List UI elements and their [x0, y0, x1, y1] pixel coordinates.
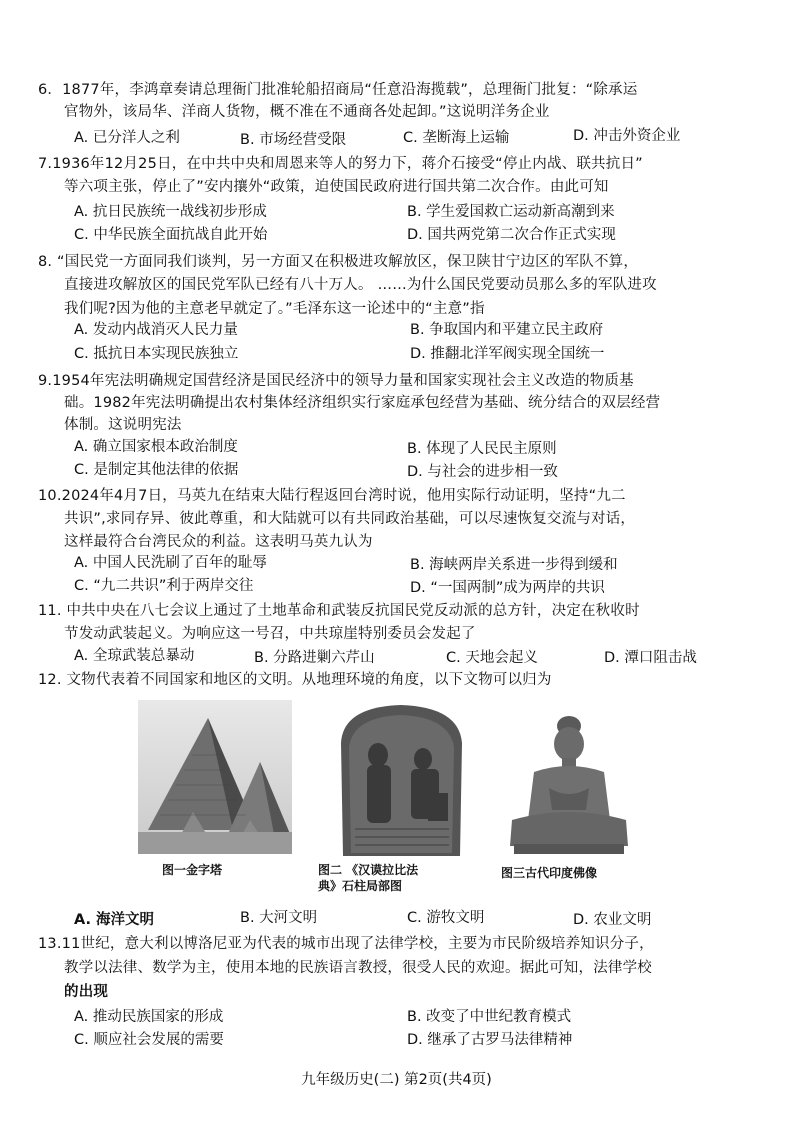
option-b: B. 大河文明	[240, 910, 318, 926]
option-d: D. 推翻北洋军阀实现全国统一	[410, 346, 605, 362]
option-b: B. 分路进剿六芹山	[254, 650, 375, 666]
option-b: B. 改变了中世纪教育模式	[407, 1009, 572, 1025]
question-stem: 础。1982年宪法明确提出农村集体经济组织实行家庭承包经营为基础、统分结合的双层经营	[64, 395, 661, 411]
question-stem: 11. 中共中央在八七会议上通过了土地革命和武装反抗国民党反动派的总方针，决定在秋收时	[38, 603, 640, 619]
option-b: B. 海峡两岸关系进一步得到缓和	[410, 557, 618, 573]
question-stem: 8. “国民党一方面同我们谈判，另一方面又在积极进攻解放区，保卫陕甘宁边区的军队不算，	[38, 254, 639, 270]
option-d: D. 与社会的进步相一致	[407, 464, 558, 480]
question-stem: 7.1936年12月25日，在中共中央和周恩来等人的努力下，蒋介石接受“停止内战、联共抗日”	[38, 156, 643, 172]
figure-caption: 图三古代印度佛像	[501, 866, 598, 880]
option-a: A. 推动民族国家的形成	[74, 1009, 224, 1025]
option-a: A. 确立国家根本政治制度	[74, 439, 238, 455]
figure-caption: 图一金字塔	[162, 863, 223, 877]
question-stem: 我们呢?因为他的主意老早就定了。”毛泽东这一论述中的“主意”指	[64, 301, 485, 317]
question-stem: 官物外，该局华、洋商人货物，概不准在不通商各处起卸。”这说明洋务企业	[64, 104, 550, 120]
question-stem: 共识”,求同存异、彼此尊重，和大陆就可以有共同政治基础，可以尽速恢复交流与对话，	[64, 511, 636, 527]
option-b: B. 学生爱国救亡运动新高潮到来	[407, 204, 615, 220]
question-stem: 直接进攻解放区的国民党军队已经有八十万人。 ……为什么国民党要动员那么多的军队进攻	[64, 277, 657, 293]
option-b: B. 体现了人民民主原则	[407, 441, 557, 457]
question-stem: 这样最符合台湾民众的利益。这表明马英九认为	[64, 534, 373, 550]
question-stem: 10.2024年4月7日，马英九在结束大陆行程返回台湾时说，他用实际行动证明，坚持“九二	[38, 488, 626, 504]
option-a: A. 抗日民族统一战线初步形成	[74, 204, 267, 220]
option-b: B. 市场经营受限	[240, 132, 347, 148]
question-stem: 的出现	[64, 984, 109, 1000]
option-c: C. 是制定其他法律的依据	[74, 462, 239, 478]
question-stem: 13.11世纪，意大利以博洛尼亚为代表的城市出现了法律学校，主要为市民阶级培养知识分子，	[38, 936, 654, 952]
option-a: A. 中国人民洗刷了百年的耻辱	[74, 555, 267, 571]
hammurabi-stele-image	[333, 703, 470, 856]
option-d: D. 潭口阻击战	[604, 650, 697, 666]
question-stem: 教学以法律、数学为主，使用本地的民族语言教授，很受人民的欢迎。据此可知，法律学校	[64, 960, 652, 976]
buddha-statue-image	[504, 700, 634, 856]
pyramid-image	[138, 700, 292, 854]
figure-caption: 典》石柱局部图	[318, 879, 403, 893]
option-d: D. 农业文明	[573, 912, 652, 928]
question-stem: 9.1954年宪法明确规定国营经济是国民经济中的领导力量和国家实现社会主义改造的物质基	[38, 373, 634, 389]
question-stem: 6．1877年，李鸿章奏请总理衙门批准轮船招商局“任意沿海揽载”，总理衙门批复：“除承运	[38, 82, 638, 98]
page-footer: 九年级历史(二) 第2页(共4页)	[301, 1072, 492, 1088]
option-d: D. 继承了古罗马法律精神	[407, 1032, 573, 1048]
option-c: C. 天地会起义	[446, 650, 538, 666]
question-stem: 12. 文物代表着不同国家和地区的文明。从地理环境的角度，以下文物可以归为	[38, 672, 552, 688]
option-c: C. “九二共识”利于两岸交往	[74, 578, 254, 594]
option-a: A. 已分洋人之利	[74, 130, 180, 146]
question-stem: 节发动武装起义。为响应这一号召，中共琼崖特别委员会发起了	[64, 626, 476, 642]
question-stem: 体制。这说明宪法	[64, 417, 182, 433]
option-d: D. 国共两党第二次合作正式实现	[407, 227, 616, 243]
option-d: D. “一国两制”成为两岸的共识	[410, 580, 605, 596]
question-stem: 等六项主张，停止了”安内攘外“政策，迫使国民政府进行国共第二次合作。由此可知	[64, 179, 609, 195]
option-c: C. 顺应社会发展的需要	[74, 1032, 224, 1048]
figure-caption: 图二 《汉谟拉比法	[318, 863, 419, 877]
option-a: A. 海洋文明	[74, 912, 155, 928]
option-a: A. 全琼武装总暴动	[74, 648, 195, 664]
option-b: B. 争取国内和平建立民主政府	[410, 322, 604, 338]
option-d: D. 冲击外资企业	[573, 128, 681, 144]
option-c: C. 抵抗日本实现民族独立	[74, 346, 239, 362]
option-a: A. 发动内战消灭人民力量	[74, 322, 238, 338]
option-c: C. 游牧文明	[407, 910, 485, 926]
option-c: C. 中华民族全面抗战自此开始	[74, 227, 268, 243]
option-c: C. 垄断海上运输	[403, 130, 510, 146]
